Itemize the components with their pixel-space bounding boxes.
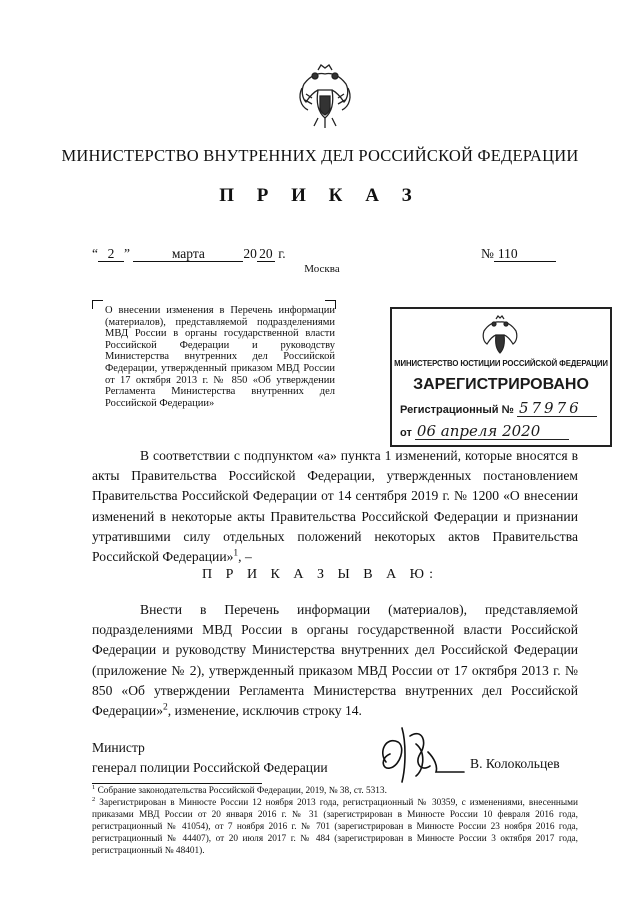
subject-bracket-left bbox=[92, 300, 103, 309]
footnote-item bbox=[92, 795, 578, 858]
order-number bbox=[481, 246, 556, 262]
footnote-item bbox=[92, 783, 578, 798]
handwritten-signature-icon bbox=[372, 722, 472, 786]
number-value: 110 bbox=[494, 246, 556, 262]
stamp-reg-label: Регистрационный № bbox=[400, 404, 514, 416]
order-body-paragraph bbox=[92, 600, 578, 721]
stamp-ministry-name: МИНИСТЕРСТВО ЮСТИЦИИ РОССИЙСКОЙ ФЕДЕРАЦИИ bbox=[394, 359, 608, 368]
date-open-quote: “ bbox=[92, 246, 98, 261]
preamble-footnote-ref: 1 bbox=[233, 548, 239, 559]
number-prefix: № bbox=[481, 246, 494, 261]
stamp-date-label: от bbox=[400, 427, 412, 439]
stamp-coat-of-arms-icon bbox=[480, 315, 520, 357]
preamble-paragraph bbox=[92, 446, 578, 567]
stamp-registration-line bbox=[400, 400, 597, 417]
preamble-tail: , – bbox=[238, 549, 252, 565]
stamp-date-line bbox=[400, 423, 569, 440]
city: Москва bbox=[304, 263, 340, 275]
date-close-quote: ” bbox=[124, 246, 130, 261]
body-footnote-ref: 2 bbox=[163, 702, 168, 713]
date-month: марта bbox=[133, 246, 243, 262]
preamble-text: В соответствии с подпунктом «а» пункта 1 изменений, которые вносятся в акты Правительства Российской Федерации, утвержденных постановлением Правительства Российской Федерации от 14 сентября 2019 г. № 1200 «О внесении изменений в некоторые акты Правительства Российской Федерации и признании утратившими силу отдельных положений некоторых актов Правительства Российской Федерации» bbox=[92, 448, 578, 565]
signatory-position-line1: Министр bbox=[92, 740, 145, 755]
stamp-registered-label: ЗАРЕГИСТРИРОВАНО bbox=[413, 376, 589, 393]
stamp-date-value: 06 апреля 2020 bbox=[415, 423, 569, 440]
order-date bbox=[92, 246, 286, 262]
document-type-title: П Р И К А З bbox=[219, 185, 421, 206]
footnotes bbox=[92, 783, 578, 857]
date-day: 2 bbox=[98, 246, 124, 262]
coat-of-arms-emblem-icon bbox=[296, 62, 354, 132]
ministry-name: МИНИСТЕРСТВО ВНУТРЕННИХ ДЕЛ РОССИЙСКОЙ ФЕДЕРАЦИИ bbox=[61, 146, 579, 165]
stamp-reg-number: 57976 bbox=[517, 400, 597, 417]
body-text: Внести в Перечень информации (материалов), представляемой подразделениями МВД России в органы государственной власти Российской Федерации и руководству Министерства внутренних дел Российской Федерации (приложение № 2), утвержденный приказом МВД России от 17 октября 2013 г. № 850 «Об утверждении Регламента Министерства внутренних дел Российской Федерации» bbox=[92, 602, 578, 719]
date-year-unit: г. bbox=[278, 246, 286, 261]
footnote-separator bbox=[92, 783, 262, 784]
footnote-number: 1 bbox=[92, 783, 96, 791]
footnote-text: Собрание законодательства Российской Федерации, 2019, № 38, ст. 5313. bbox=[95, 786, 387, 796]
order-word-heading: П Р И К А З Ы В А Ю: bbox=[202, 567, 438, 582]
date-year-suffix: 20 bbox=[257, 246, 275, 262]
signatory-name: В. Колокольцев bbox=[470, 756, 560, 771]
footnote-text: Зарегистрирован в Минюсте России 12 ноября 2013 года, регистрационный № 30359, с изменениями, внесенными приказами МВД России от 20 января 2016 г. № 31 (зарегистрирован в Минюсте России 10 февраля 2016 года, регистрационный № 41054), от 7 ноября 2016 г. № 701 (зарегистрирован в Минюсте России 23 ноября 2016 года, регистрационный № 44407), от 20 июля 2017 г. № 484 (зарегистрирован в Минюсте России 3 октября 2017 года, регистрационный № 48401). bbox=[92, 797, 578, 856]
signatory-position bbox=[92, 738, 328, 778]
body-tail: , изменение, исключив строку 14. bbox=[167, 703, 362, 719]
registration-stamp bbox=[390, 307, 612, 447]
order-subject: О внесении изменения в Перечень информации (материалов), представляемой подразделениями МВД России в органы государственной власти Российской Федерации и руководству Министерства внутренних дел Российской Федерации, утвержденный приказом МВД России от 17 октября 2013 г. № 850 «Об утверждении Регламента Министерства внутренних дел Российской Федерации» bbox=[105, 305, 335, 409]
date-year-prefix: 20 bbox=[243, 246, 257, 261]
footnote-number: 2 bbox=[92, 795, 96, 803]
signatory-position-line2: генерал полиции Российской Федерации bbox=[92, 760, 328, 775]
